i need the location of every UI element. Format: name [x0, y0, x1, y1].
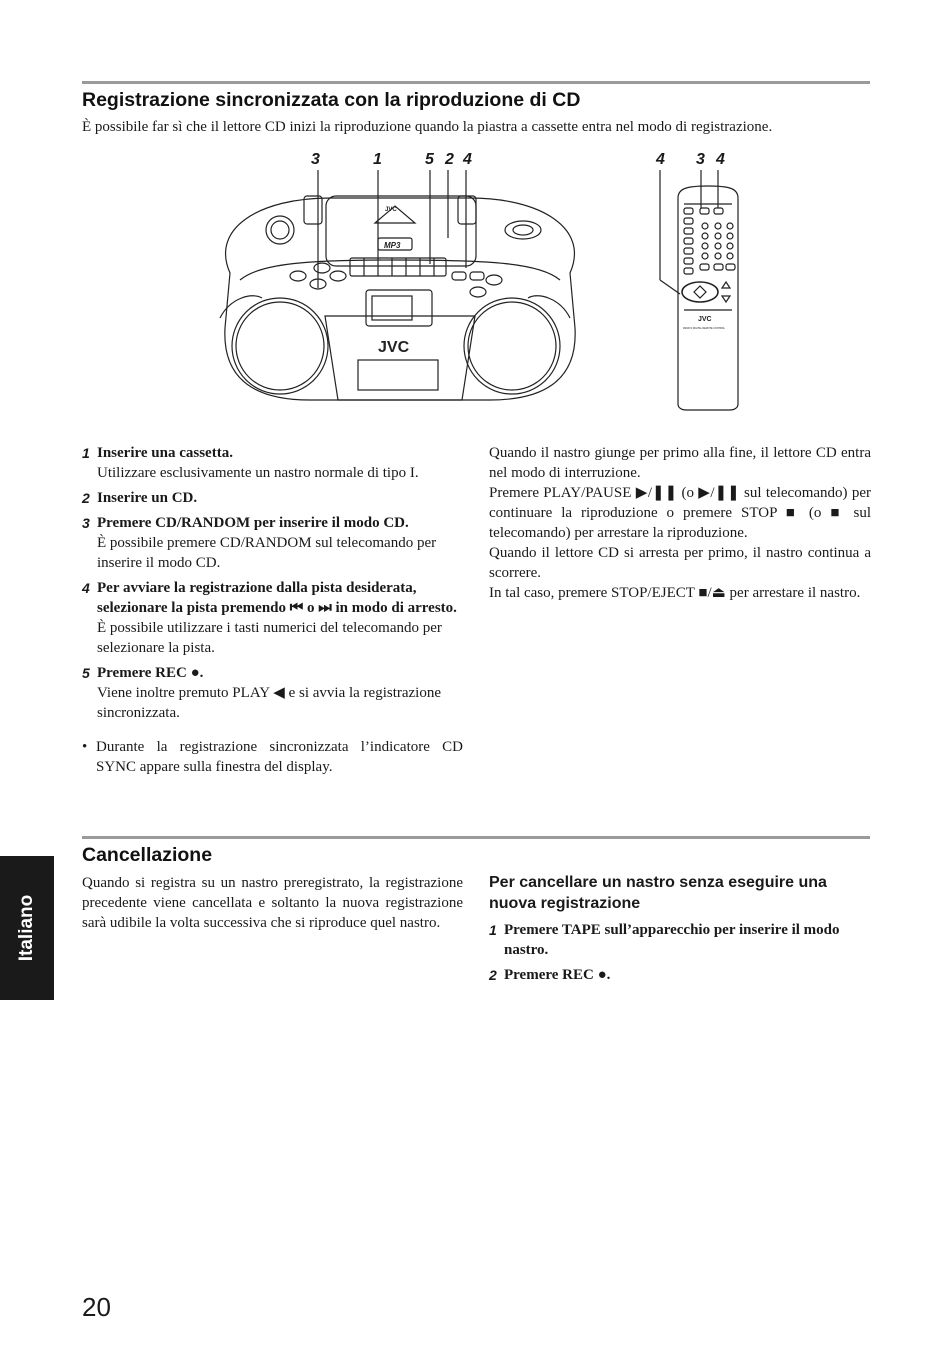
lid-brand: JVC: [385, 207, 397, 213]
bullet-text: Durante la registrazione sincronizzata l’indicatore CD SYNC appare sulla finestra del display.: [96, 739, 463, 775]
callout-player: 4: [463, 151, 472, 168]
bullet-note: • Durante la registrazione sincronizzata l’indicatore CD SYNC appare sulla finestra del display.: [82, 739, 463, 775]
remote-illustration: [650, 168, 745, 413]
section-rule-erase: [82, 836, 870, 839]
step-body: È possibile premere CD/RANDOM sul telecomando per inserire il modo CD.: [97, 535, 437, 571]
mp3-logo: MP3: [384, 241, 401, 250]
front-brand: JVC: [378, 339, 410, 356]
step-number: 5: [82, 665, 90, 681]
callout-player: 5: [425, 151, 434, 168]
step-item: [489, 920, 871, 960]
step-title: Per avviare la registrazione dalla pista desiderata, selezionare la pista premendo ⏮ o ⏭ in modo di arresto.: [97, 580, 457, 616]
step-item: [489, 965, 871, 985]
step-body: Viene inoltre premuto PLAY ◀ e si avvia la registrazione sincronizzata.: [97, 685, 442, 721]
step-item: [82, 578, 463, 658]
notes-column: [489, 443, 871, 603]
page-number: 20: [82, 1292, 111, 1322]
step-item: [82, 488, 463, 508]
step-title: Premere REC ●.: [504, 967, 611, 983]
callout-player: 1: [373, 151, 382, 168]
note-paragraph: Quando il lettore CD si arresta per primo, il nastro continua a scorrere.: [489, 545, 871, 581]
erase-subtitle: Per cancellare un nastro senza eseguire una nuova registrazione: [489, 874, 827, 912]
remote-brand: JVC: [698, 316, 712, 323]
step-title: Premere CD/RANDOM per inserire il modo CD.: [97, 515, 409, 531]
section-title-erase: Cancellazione: [82, 844, 213, 866]
note-paragraph: Premere PLAY/PAUSE ▶/❚❚ (o ▶/❚❚ sul telecomando) per continuare la riproduzione o premere STOP ■ (o ■ sul telecomando) per arrestare la riproduzione.: [489, 485, 871, 541]
section-rule-top: [82, 81, 870, 84]
note-paragraph: Quando il nastro giunge per primo alla fine, il lettore CD entra nel modo di interruzione.: [489, 445, 871, 481]
step-number: 4: [82, 580, 90, 596]
callout-remote: 3: [696, 151, 705, 168]
step-title: Inserire un CD.: [97, 490, 198, 506]
step-number: 1: [489, 922, 497, 938]
step-item: [82, 443, 463, 483]
language-tab: [0, 856, 54, 1000]
callout-player: 3: [311, 151, 320, 168]
section-title-sync-recording: Registrazione sincronizzata con la riproduzione di CD: [82, 89, 581, 111]
erase-subsection: [489, 872, 871, 990]
remote-caption: RM-RXJ DIGITAL REMOTE CONTROL: [683, 327, 725, 330]
boombox-illustration: [200, 168, 590, 413]
erase-intro: Quando si registra su un nastro preregistrato, la registrazione precedente viene cancellata e soltanto la nuova registrazione sarà udibile la volta successiva che si riproduce quel nastro.: [82, 875, 463, 931]
step-number: 2: [82, 490, 90, 506]
step-number: 2: [489, 967, 497, 983]
step-title: Premere TAPE sull’apparecchio per inserire il modo nastro.: [504, 922, 840, 958]
section-intro: È possibile far sì che il lettore CD inizi la riproduzione quando la piastra a cassette entra nel modo di registrazione.: [82, 119, 773, 135]
step-number: 1: [82, 445, 90, 461]
step-number: 3: [82, 515, 90, 531]
step-body: È possibile utilizzare i tasti numerici del telecomando per selezionare la pista.: [97, 620, 442, 656]
step-title: Inserire una cassetta.: [97, 445, 233, 461]
note-paragraph: In tal caso, premere STOP/EJECT ■/⏏ per arrestare il nastro.: [489, 585, 861, 601]
step-item: [82, 663, 463, 723]
step-body: Utilizzare esclusivamente un nastro normale di tipo I.: [97, 465, 419, 481]
steps-column: [82, 443, 463, 777]
callout-remote: 4: [716, 151, 725, 168]
step-title: Premere REC ●.: [97, 665, 204, 681]
callout-player: 2: [445, 151, 454, 168]
callout-remote: 4: [656, 151, 665, 168]
language-tab-label: Italiano: [16, 894, 37, 962]
step-item: [82, 513, 463, 573]
